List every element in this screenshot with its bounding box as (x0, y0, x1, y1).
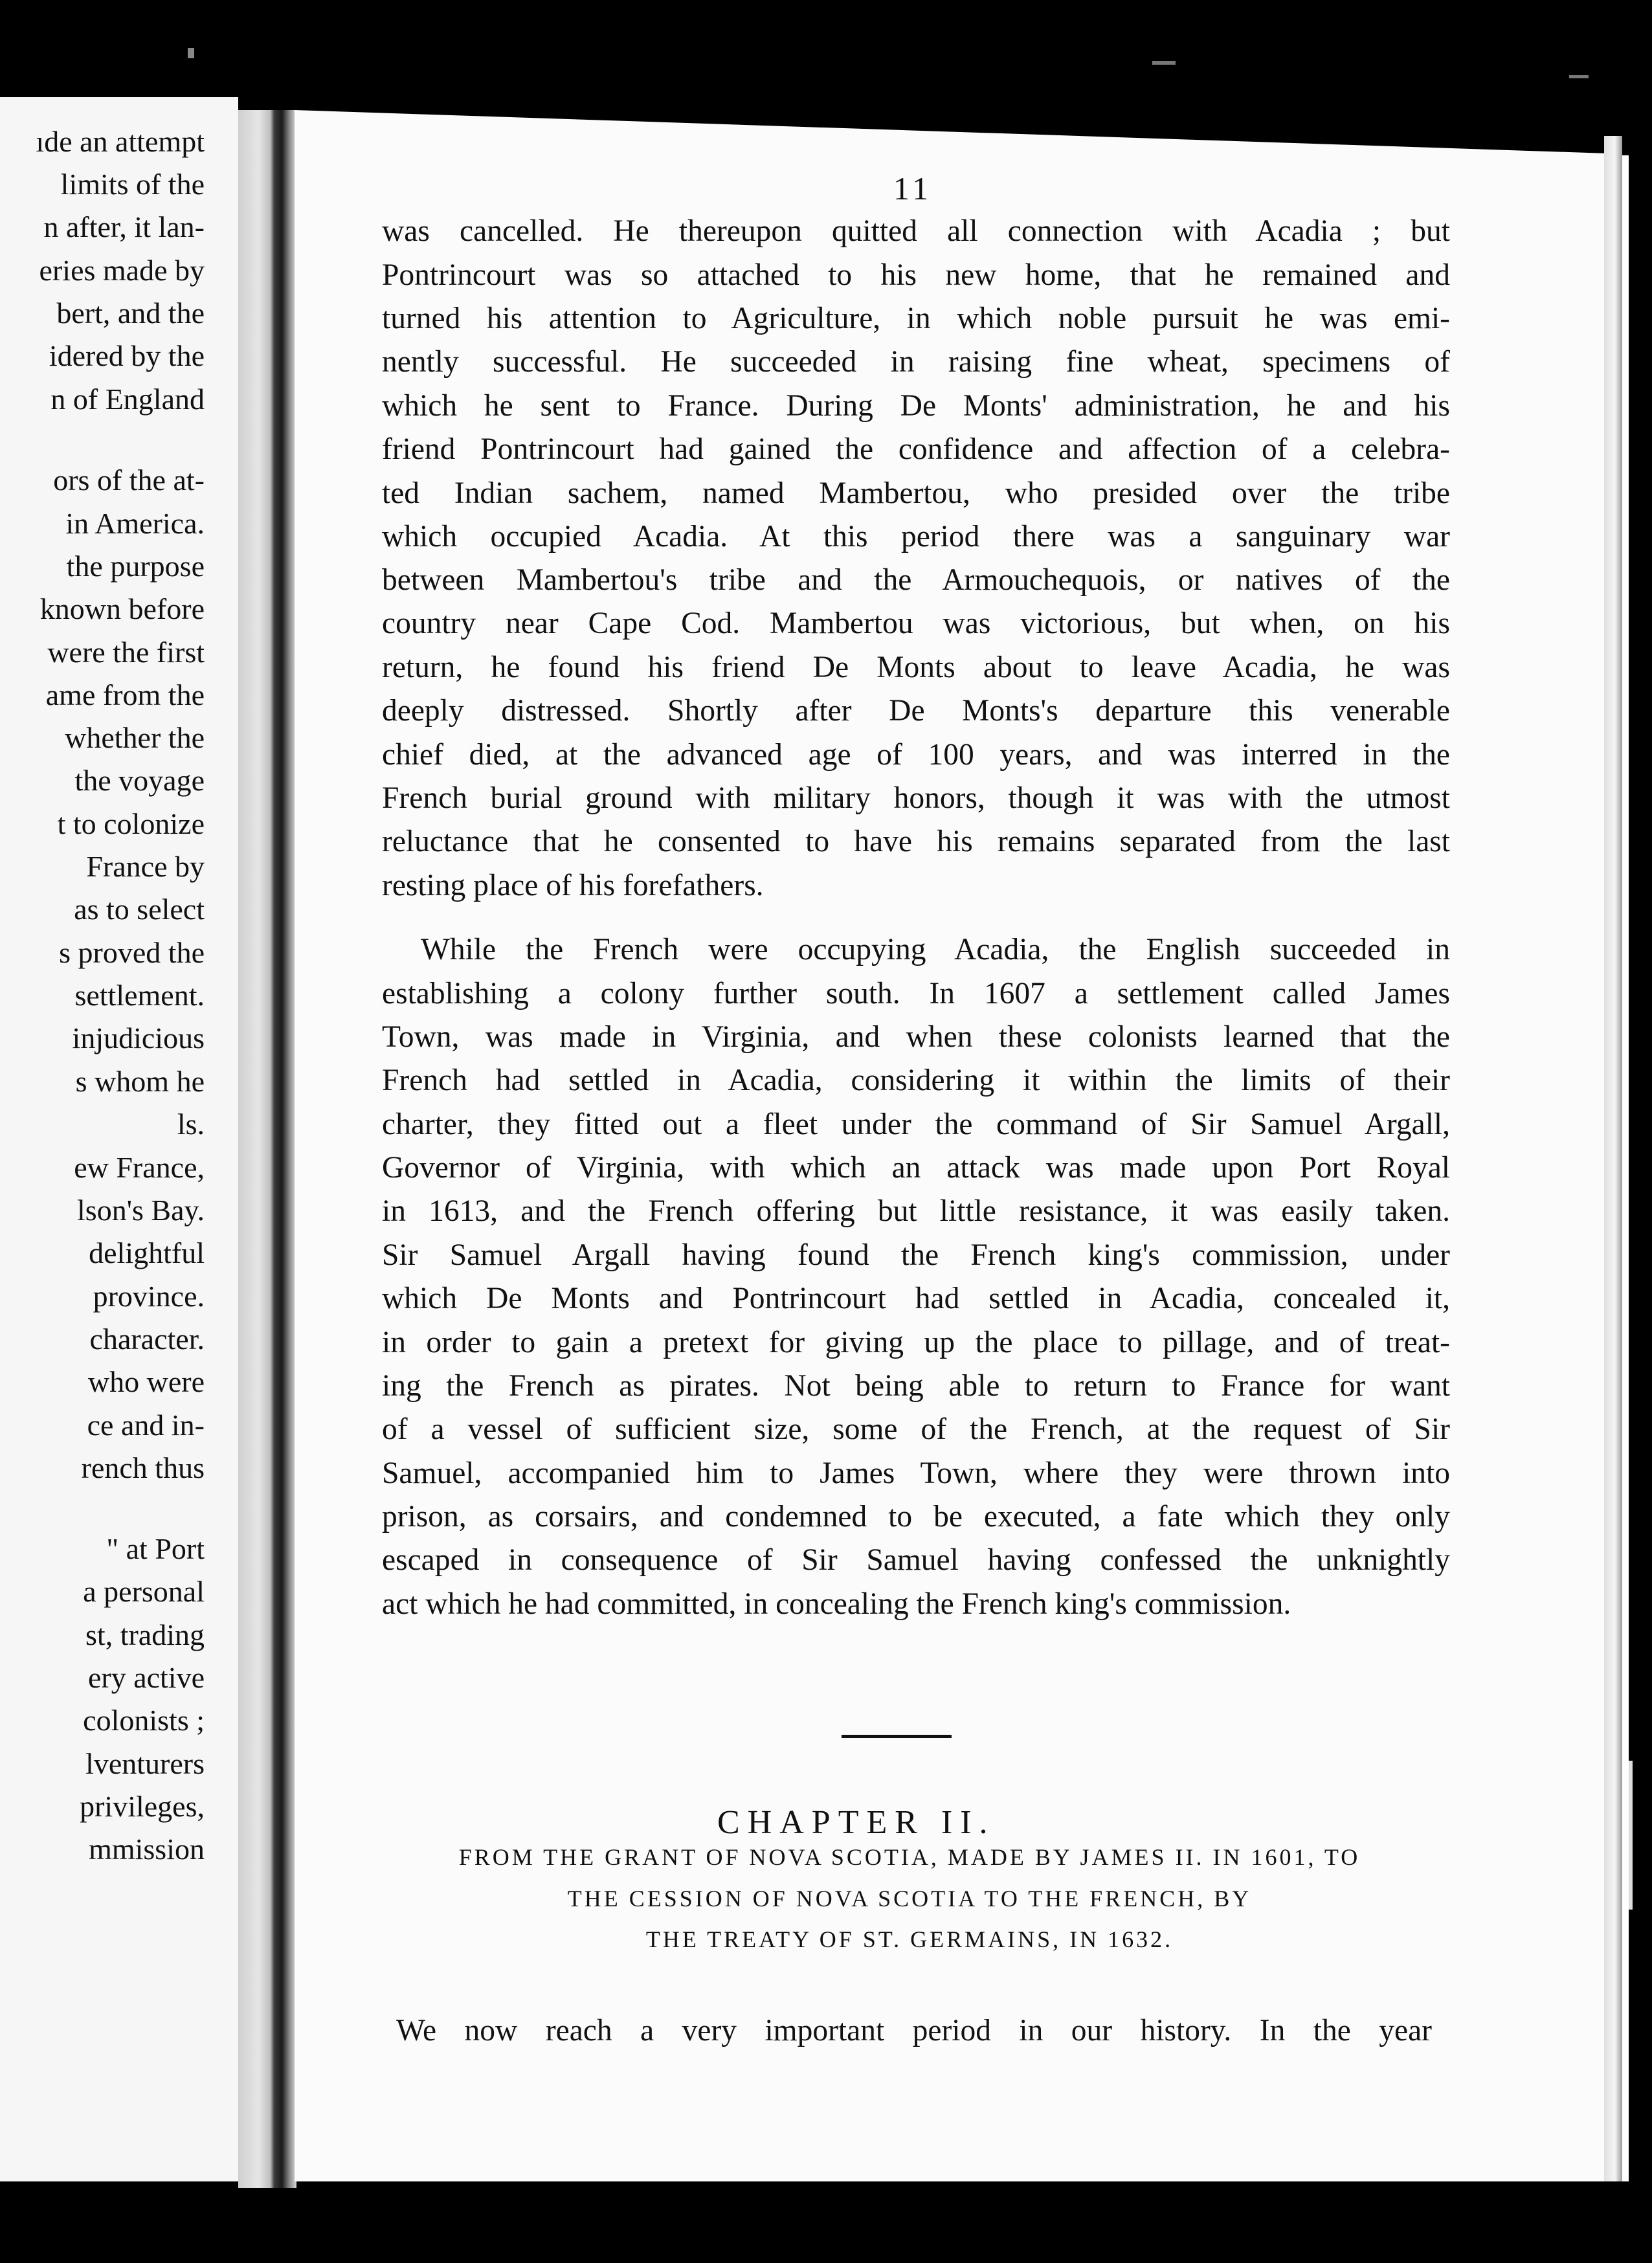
left-page-line: ıde an attempt (36, 125, 205, 158)
left-page-line: injudicious (72, 1021, 205, 1054)
chapter-subtitle-line: FROM THE GRANT OF NOVA SCOTIA, MADE BY JAMES II. IN 1601, TO (458, 1844, 1361, 1870)
text-line: Governor of Virginia, with which an attack was made upon Port Royal (382, 1151, 1450, 1185)
left-page-line: mmission (89, 1833, 205, 1866)
page-number: 11 (893, 170, 933, 206)
text-line: which occupied Acadia. At this period there was a sanguinary war (382, 520, 1450, 553)
text-line: deeply distressed. Shortly after De Monts's departure this venerable (382, 694, 1450, 728)
text-line: prison, as corsairs, and condemned to be executed, a fate which they only (382, 1500, 1450, 1533)
left-page-line: t to colonize (57, 807, 205, 840)
left-page-line: ame from the (45, 678, 205, 711)
left-page-line: rench thus (81, 1451, 205, 1484)
text-line: nently successful. He succeeded in raising fine wheat, specimens of (382, 345, 1450, 379)
left-page-line: eries made by (39, 254, 205, 287)
text-line: turned his attention to Agriculture, in which noble pursuit he was emi- (382, 302, 1450, 335)
text-line: Town, was made in Virginia, and when these colonists learned that the (382, 1020, 1450, 1054)
text-line: Samuel, accompanied him to James Town, where they were thrown into (382, 1456, 1450, 1490)
left-page-line: " at Port (106, 1532, 205, 1565)
left-page-line: settlement. (74, 979, 205, 1012)
text-line: which he sent to France. During De Monts' administration, he and his (382, 389, 1450, 423)
left-page-line: n of England (50, 383, 205, 416)
left-page-line: limits of the (60, 168, 205, 201)
left-facing-page (0, 97, 238, 2181)
scan-speck (1569, 75, 1589, 78)
left-page-line: ls. (177, 1108, 205, 1141)
text-line: French had settled in Acadia, considering it within the limits of their (382, 1064, 1450, 1097)
text-line: in order to gain a pretext for giving up the place to pillage, and of treat- (382, 1326, 1450, 1359)
left-page-line: province. (93, 1280, 205, 1313)
text-line: reluctance that he consented to have his remains separated from the last (382, 825, 1450, 858)
text-line: between Mambertou's tribe and the Armouchequois, or natives of the (382, 563, 1450, 597)
text-line: ted Indian sachem, named Mambertou, who presided over the tribe (382, 476, 1450, 510)
scan-speck (188, 48, 194, 58)
left-page-line: ery active (87, 1661, 205, 1694)
text-line: return, he found his friend De Monts about to leave Acadia, he was (382, 651, 1450, 684)
left-page-line: privileges, (80, 1790, 205, 1823)
text-line: resting place of his forefathers. (382, 869, 764, 902)
left-page-line: known before (39, 592, 205, 625)
text-line: While the French were occupying Acadia, the English succeeded in (421, 933, 1450, 966)
scan-speck (1629, 1761, 1633, 1910)
text-line: charter, they fitted out a fleet under the command of Sir Samuel Argall, (382, 1108, 1450, 1141)
left-page-line: as to select (74, 893, 205, 926)
left-page-line: colonists ; (83, 1704, 205, 1737)
left-page-line: ew France, (74, 1151, 205, 1184)
left-page-line: bert, and the (56, 296, 205, 329)
left-page-line: the voyage (74, 764, 205, 797)
chapter-divider-rule (842, 1735, 952, 1738)
chapter-subtitle-line: THE CESSION OF NOVA SCOTIA TO THE FRENCH, BY (567, 1886, 1252, 1912)
text-line: which De Monts and Pontrincourt had settled in Acadia, concealed it, (382, 1282, 1450, 1315)
page-edge (1622, 155, 1629, 2181)
left-page-line: n after, it lan- (43, 210, 205, 243)
text-line: friend Pontrincourt had gained the confidence and affection of a celebra- (382, 432, 1450, 466)
chapter-title: CHAPTER II. (717, 1804, 996, 1841)
chapter-subtitle-line: THE TREATY OF ST. GERMAINS, IN 1632. (645, 1926, 1174, 1952)
left-page-line: lson's Bay. (77, 1194, 205, 1227)
book-gutter (238, 110, 296, 2188)
text-line: country near Cape Cod. Mambertou was victorious, but when, on his (382, 607, 1450, 640)
text-line: escaped in consequence of Sir Samuel having confessed the unknightly (382, 1543, 1450, 1577)
left-page-line: s whom he (75, 1065, 205, 1098)
left-page-line: st, trading (85, 1618, 205, 1651)
text-line: chief died, at the advanced age of 100 years, and was interred in the (382, 738, 1450, 772)
text-line: French burial ground with military honors, though it was with the utmost (382, 781, 1450, 815)
text-line: Sir Samuel Argall having found the French king's commission, under (382, 1238, 1450, 1272)
text-line: of a vessel of sufficient size, some of the French, at the request of Sir (382, 1412, 1450, 1446)
left-page-line: idered by the (49, 339, 205, 372)
left-page-line: whether the (65, 721, 205, 754)
left-page-line: s proved the (59, 936, 205, 969)
page-edge (1604, 136, 1622, 2181)
text-line: We now reach a very important period in our history. In the year (396, 2014, 1432, 2047)
left-page-line: who were (87, 1365, 205, 1398)
text-line: was cancelled. He thereupon quitted all connection with Acadia ; but (382, 214, 1450, 248)
scan-speck (1152, 61, 1176, 65)
left-page-line: a personal (83, 1575, 205, 1608)
left-page-line: France by (86, 850, 205, 883)
text-line: Pontrincourt was so attached to his new home, that he remained and (382, 258, 1450, 292)
left-page-line: the purpose (66, 550, 205, 583)
left-page-line: in America. (65, 507, 205, 540)
left-page-line: ors of the at- (53, 463, 205, 496)
text-line: act which he had committed, in concealing the French king's commission. (382, 1587, 1291, 1621)
left-page-line: lventurers (85, 1747, 205, 1780)
left-page-line: character. (89, 1322, 205, 1355)
text-line: establishing a colony further south. In 1607 a settlement called James (382, 977, 1450, 1010)
left-page-line: ce and in- (87, 1409, 205, 1442)
text-line: in 1613, and the French offering but little resistance, it was easily taken. (382, 1194, 1450, 1228)
left-page-line: delightful (89, 1236, 205, 1269)
left-page-line: were the first (47, 636, 205, 669)
text-line: ing the French as pirates. Not being able to return to France for want (382, 1369, 1450, 1403)
